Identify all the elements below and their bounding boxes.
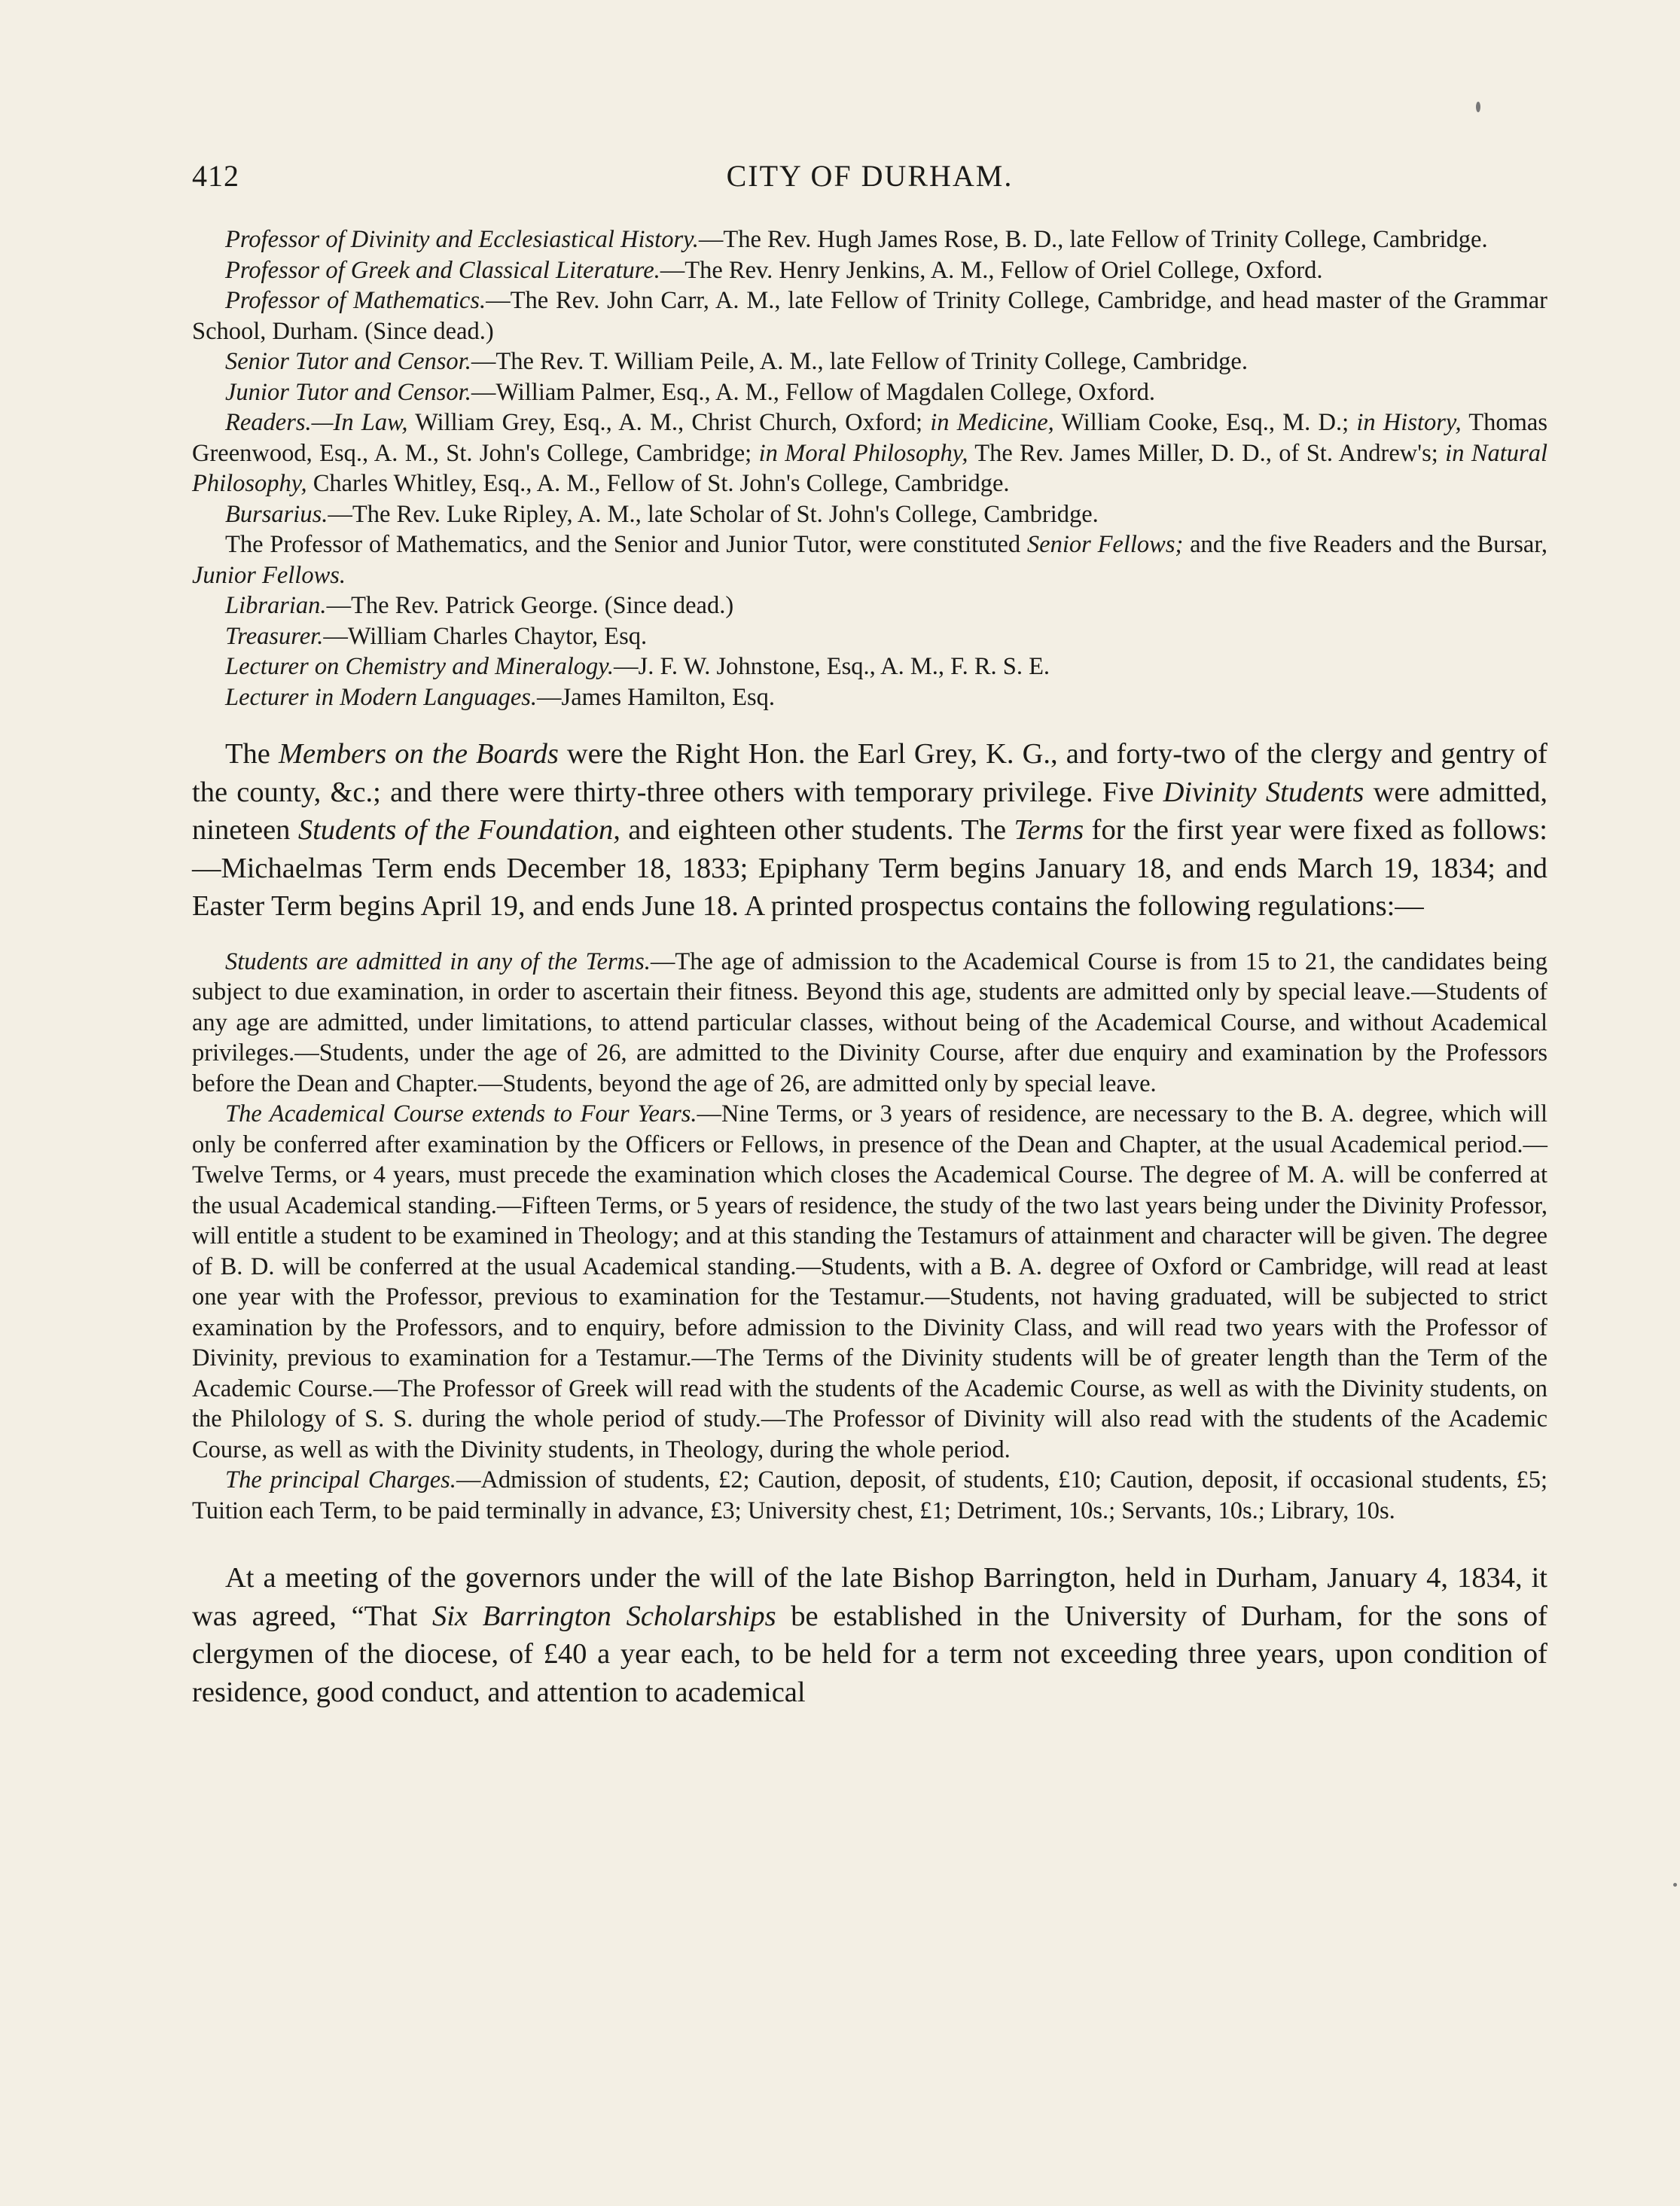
officers-list [192, 224, 1547, 712]
paper-speck [1476, 102, 1480, 112]
officer-text: —J. F. W. Johnstone, Esq., A. M., F. R. S. E. [614, 653, 1050, 680]
officer-text: —The Rev. Luke Ripley, A. M., late Scholar of St. John's College, Cambridge. [328, 500, 1099, 528]
officer-entry [192, 621, 1547, 652]
officer-entry [192, 285, 1547, 346]
page-number: 412 [192, 159, 239, 193]
readers-text: William Grey, Esq., A. M., Christ Church, Oxford; [407, 409, 931, 436]
officer-title: Senior Tutor and Censor. [225, 348, 471, 375]
readers-subject: in Medicine, [930, 409, 1054, 436]
officer-title: Professor of Greek and Classical Literature. [225, 256, 660, 284]
body-text: were admitted, nineteen [192, 776, 1548, 846]
readers-subject: in Moral Philosophy, [758, 439, 968, 467]
regulation-text: —Nine Terms, or 3 years of residence, are necessary to the B. A. degree, which will only be conferred after examination by the Officers or Fellows, in presence of the Dean and Chapter, at the usual Academical period.—Twelve Terms, or 4 years, must precede the examination which closes the Academical Course. The degree of M. A. will be conferred at the usual Academical standing.—Fifteen Terms, or 5 years of residence, the study of the two last years being under the Divinity Professor, will entitle a student to be examined in Theology; and at this standing the Testamurs of attainment and character will be given. The degree of B. D. will be conferred at the usual Academical standing.—Students, with a B. A. degree of Oxford or Cambridge, will read at least one year with the Professor, previous to examination for the Testamur.—Students, not having graduated, will be subjected to strict examination by the Professors, and to enquiry, before admission to the Divinity Class, and will read two years with the Professor of Divinity, previous to examination for a Testamur.—The Terms of the Divinity students will be of greater length than the Term of the Academic Course.—The Professor of Greek will read with the students of the Academic Course, as well as with the Divinity students, on the Philology of S. S. during the whole period of study.—The Professor of Divinity will also read with the students of the Academic Course, as well as with the Divinity students, in Theology, during the whole period. [192, 1100, 1547, 1463]
body-text: At a meeting of the governors under the will of the late Bishop Barrington, held in Durham, January 4, 1834, it was agreed, “That [192, 1562, 1547, 1632]
regulation-text: —Admission of students, £2; Caution, deposit, of students, £10; Caution, deposit, if occasional students, £5; Tuition each Term, to be paid terminally in advance, £3; University chest, £1; Detriment, 10s.; Servants, 10s.; Library, 10s. [192, 1466, 1547, 1524]
officer-title: Treasurer. [225, 622, 324, 650]
officer-entry [192, 377, 1547, 408]
officer-title: Lecturer in Modern Languages. [225, 683, 538, 711]
readers-entry [192, 407, 1547, 499]
officer-text: —The Rev. T. William Peile, A. M., late Fellow of Trinity College, Cambridge. [471, 348, 1248, 375]
officer-entry [192, 682, 1547, 713]
fellows-entry [192, 529, 1547, 590]
regulation-entry [192, 947, 1547, 1100]
officer-entry [192, 346, 1547, 377]
body-text: and eighteen other students. The [620, 814, 1014, 846]
readers-text: Charles Whitley, Esq., A. M., Fellow of St. John's College, Cambridge. [306, 470, 1010, 497]
officer-text: —William Charles Chaytor, Esq. [323, 622, 648, 650]
officer-title: Junior Tutor and Censor. [225, 378, 471, 406]
officer-title: Lecturer on Chemistry and Mineralogy. [225, 653, 614, 680]
officer-title: Professor of Mathematics. [225, 287, 486, 314]
officer-entry [192, 651, 1547, 682]
body-italic: Terms [1014, 814, 1084, 846]
readers-subject: in History, [1356, 409, 1462, 436]
body-text: be established in the University of Durham, for the sons of clergymen of the diocese, of £40 a year each, to be held for a term not exceeding three years, upon condition of residence, good conduct, and attention to academical [192, 1600, 1547, 1708]
officer-title: Librarian. [225, 592, 327, 619]
readers-text: Thomas Greenwood, Esq., A. M., St. John's College, Cambridge; [192, 409, 1548, 467]
regulations-list [192, 947, 1547, 1527]
regulation-title: Students are admitted in any of the Terms. [225, 947, 651, 975]
fellows-term: Senior Fellows; [1026, 531, 1184, 558]
bursarius-entry [192, 499, 1547, 530]
body-italic: Members on the Boards [278, 738, 559, 770]
officer-entry [192, 255, 1547, 286]
fellows-text: The Professor of Mathematics, and the Senior and Junior Tutor, were constituted [225, 531, 1027, 558]
readers-title: Readers.—In Law, [225, 409, 408, 436]
members-paragraph-block [192, 735, 1547, 926]
body-text: The [225, 738, 279, 770]
regulation-title: The principal Charges. [225, 1466, 456, 1494]
readers-subject: in Natural Philosophy, [192, 439, 1547, 497]
fellows-text: and the five Readers and the Bursar, [1183, 531, 1547, 558]
readers-text: The Rev. James Miller, D. D., of St. Andrew's; [968, 439, 1446, 467]
officer-text: —The Rev. Patrick George. (Since dead.) [326, 592, 734, 619]
fellows-term: Junior Fellows. [192, 561, 346, 589]
regulation-text: —The age of admission to the Academical Course is from 15 to 21, the candidates being subject to due examination, in order to ascertain their fitness. Beyond this age, students are admitted only by special leave.—Students of any age are admitted, under limitations, to attend particular classes, without being of the Academical Course, and without Academical privileges.—Students, under the age of 26, are admitted to the Divinity Course, after due enquiry and examination by the Professors before the Dean and Chapter.—Students, beyond the age of 26, are admitted only by special leave. [192, 947, 1547, 1097]
barrington-paragraph [192, 1559, 1547, 1711]
readers-text: William Cooke, Esq., M. D.; [1053, 409, 1357, 436]
officer-text: —The Rev. Hugh James Rose, B. D., late Fellow of Trinity College, Cambridge. [698, 226, 1488, 253]
body-text: were the Right Hon. the Earl Grey, K. G., and forty-two of the clergy and gentry of the county, &c.; and there were thirty-three others with temporary privilege. Five [192, 738, 1547, 808]
members-paragraph [192, 735, 1547, 926]
officer-title: Bursarius. [225, 500, 328, 528]
barrington-paragraph-block [192, 1559, 1547, 1711]
paper-speck [1673, 1883, 1677, 1887]
body-italic: Six Barrington Scholarships [431, 1600, 776, 1632]
page [192, 158, 1547, 1732]
officer-text: —The Rev. John Carr, A. M., late Fellow of Trinity College, Cambridge, and head master of the Grammar School, Durham. (Since dead.) [192, 287, 1547, 345]
regulation-title: The Academical Course extends to Four Years. [225, 1100, 697, 1127]
body-italic: Divinity Students [1163, 776, 1364, 808]
page-title: CITY OF DURHAM. [726, 159, 1014, 193]
regulation-entry [192, 1099, 1547, 1465]
regulation-entry [192, 1465, 1547, 1526]
body-italic: Students of the Foundation, [297, 814, 620, 846]
body-text: for the first year were fixed as follows:—Michaelmas Term ends December 18, 1833; Epiphany Term begins January 18, and ends March 19, 1834; and Easter Term begins April 19, and ends June 18. A printed prospectus contains the following regulations:— [192, 814, 1547, 922]
officer-entry [192, 224, 1547, 255]
officer-text: —The Rev. Henry Jenkins, A. M., Fellow of Oriel College, Oxford. [660, 256, 1323, 284]
officer-title: Professor of Divinity and Ecclesiastical History. [225, 226, 699, 253]
officer-entry [192, 590, 1547, 621]
officer-text: —James Hamilton, Esq. [537, 683, 775, 711]
running-head [192, 158, 1547, 203]
officer-text: —William Palmer, Esq., A. M., Fellow of Magdalen College, Oxford. [471, 378, 1156, 406]
